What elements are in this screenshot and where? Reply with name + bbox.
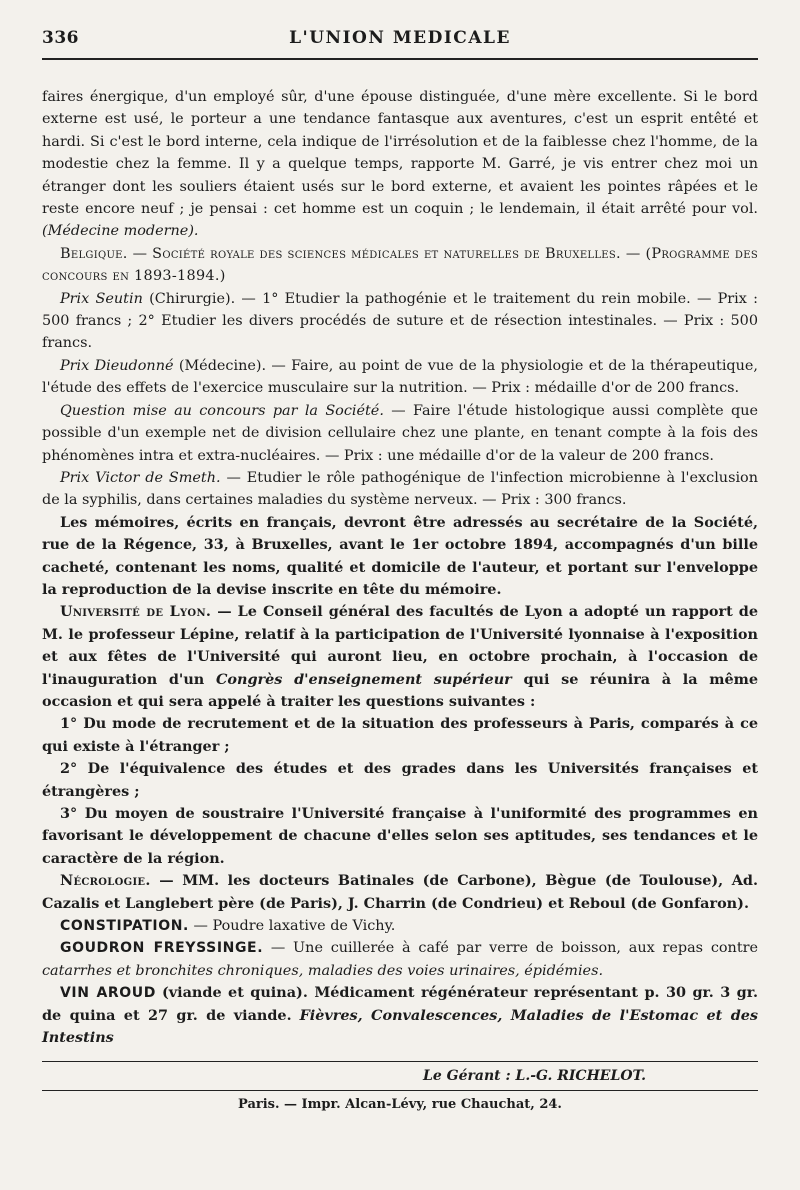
necrologie-text: — MM. les docteurs Batinales (de Carbone), Bègue (de Toulouse), Ad. Cazalis et Langlebert père (de Paris), J. Charrin (de Condrieu) et Reboul (de Gonfaron). — [42, 872, 758, 912]
page-header — [42, 22, 758, 52]
paragraph-memoires — [42, 512, 758, 602]
question-title: Question mise au concours par la Société. — [60, 402, 384, 419]
memoires-text: Les mémoires, écrits en français, devront être adressés au secrétaire de la Société, rue de la Régence, 33, à Bruxelles, avant le 1er octobre 1894, accompagnés d'un bille cacheté, contenant les noms, qualité et domicile de l'auteur, et portant sur l'enveloppe la reproduction de la devise inscrite en tête du mémoire. — [42, 513, 758, 598]
question-item-3: 3° Du moyen de soustraire l'Université française à l'uniformité des programmes en favorisant le développement de chacune d'elles selon ses aptitudes, ses tendances et le caractère de la région. — [42, 805, 758, 867]
ad-indications-vin-aroud: Fièvres, Convalescences, Maladies de l'Estomac et des Intestins — [42, 1006, 759, 1047]
running-title: L'UNION MEDICALE — [289, 28, 511, 48]
paragraph-shoes — [42, 86, 758, 243]
paragraph-prix-dieudonne — [42, 355, 758, 400]
journal-page — [42, 22, 758, 1112]
gerant-signature — [42, 1068, 758, 1084]
section-label-lyon: Université de Lyon. — [60, 603, 212, 621]
article-body — [42, 86, 758, 1049]
paragraph-lyon — [42, 601, 758, 713]
ad-text-constipation: — Poudre laxative de Vichy. — [193, 918, 396, 935]
ad-name-goudron: GOUDRON FREYSSINGE. — [60, 940, 264, 957]
paragraph-prix-smeth — [42, 467, 758, 512]
prize-text-seutin: (Chirurgie). — 1° Etudier la pathogénie et le traitement du rein mobile. — Prix : 500 francs ; 2° Etudier les divers procédés de suture et de résection intestinales. — Prix : 500 francs. — [42, 290, 758, 352]
prize-text-smeth: — Etudier le rôle pathogénique de l'infection microbienne à l'exclusion de la syphilis, dans certaines maladies du système nerveux. — Prix : 300 francs. — [42, 469, 758, 509]
ad-text-goudron: — Une cuillerée à café par verre de boisson, aux repas contre — [270, 940, 758, 957]
paragraph-shoes-text: faires énergique, d'un employé sûr, d'une épouse distinguée, d'une mère excellente. Si le bord externe est usé, le porteur a une tendance fantasque aux aventures, c'est un esprit entêté et hardi. Si c'est le bord interne, cela indique de l'irrésolution et de la faiblesse chez l'homme, de la modestie chez la femme. Il y a quelque temps, rapporte M. Garré, je vis entrer chez moi un étranger dont les souliers étaient usés sur le bord externe, et avaient les pointes râpées et le reste encore neuf ; je pensai : cet homme est un coquin ; le lendemain, il était arrêté pour vol. — [42, 89, 758, 218]
ad-goudron — [42, 937, 758, 982]
paragraph-belgique — [42, 243, 758, 288]
page-number: 336 — [42, 28, 79, 48]
ad-vin-aroud — [42, 982, 758, 1049]
footer-rule-2 — [42, 1090, 758, 1091]
prize-text-dieudonne: (Médecine). — Faire, au point de vue de la physiologie et de la thérapeutique, l'étude des effets de l'exercice musculaire sur la nutrition. — Prix : médaille d'or de 200 francs. — [42, 357, 758, 397]
question-item-1: 1° Du mode de recrutement et de la situation des professeurs à Paris, comparés à ce qui existe à l'étranger ; — [42, 715, 758, 755]
section-label-necrologie: Nécrologie. — [60, 872, 151, 890]
question-item-2: 2° De l'équivalence des études et des grades dans les Universités françaises et étrangères ; — [42, 760, 758, 800]
question-text: — Faire l'étude histologique aussi complète que possible d'un exemple net de division cellulaire chez une plante, en tenant compte à la fois des phénomènes intra et extra-nucléaires. — Prix : une médaille d'or de la valeur de 200 francs. — [42, 402, 758, 464]
lyon-text-1: — Le Conseil général des facultés de Lyon a adopté un rapport de M. le professeur Lépine, relatif à la participation de l'Université lyonnaise à l'exposition et aux fêtes de l'Université qui auront lieu, en octobre prochain, à l'occasion de l'inauguration d'un — [42, 603, 759, 688]
prize-title-seutin: Prix Seutin — [60, 290, 143, 307]
header-rule — [42, 58, 758, 60]
source-citation: (Médecine moderne). — [42, 223, 199, 240]
printer-imprint: Paris. — Impr. Alcan-Lévy, rue Chauchat, 24. — [238, 1097, 562, 1113]
section-label-belgique: Belgique. — Société royale des sciences médicales et naturelles de Bruxelles. — (Programme des concours en 1893-1894.) — [42, 245, 758, 285]
prize-title-dieudonne: Prix Dieudonné — [60, 357, 174, 374]
prize-title-smeth: Prix Victor de Smeth. — [60, 469, 221, 486]
ad-indications-goudron: catarrhes et bronchites chroniques, maladies des voies urinaires, épidémies. — [42, 962, 604, 979]
paragraph-question — [42, 400, 758, 467]
ad-constipation — [42, 915, 758, 937]
lyon-text-2: qui se réunira à la même occasion et qui sera appelé à traiter les questions suivantes : — [42, 670, 759, 710]
lyon-congres: Congrès d'enseignement supérieur — [215, 670, 512, 688]
paragraph-necrologie — [42, 870, 758, 915]
ad-name-constipation: CONSTIPATION. — [60, 918, 189, 935]
ad-text-vin-aroud: (viande et quina). Médicament régénérateur représentant p. 30 gr. 3 gr. de quina et 27 gr. de viande. — [42, 984, 758, 1024]
paragraph-prix-seutin — [42, 288, 758, 355]
footer-rule — [42, 1061, 758, 1062]
gerant-text: Le Gérant : L.-G. RICHELOT. — [423, 1068, 646, 1085]
ad-name-vin-aroud: VIN AROUD — [60, 985, 156, 1002]
